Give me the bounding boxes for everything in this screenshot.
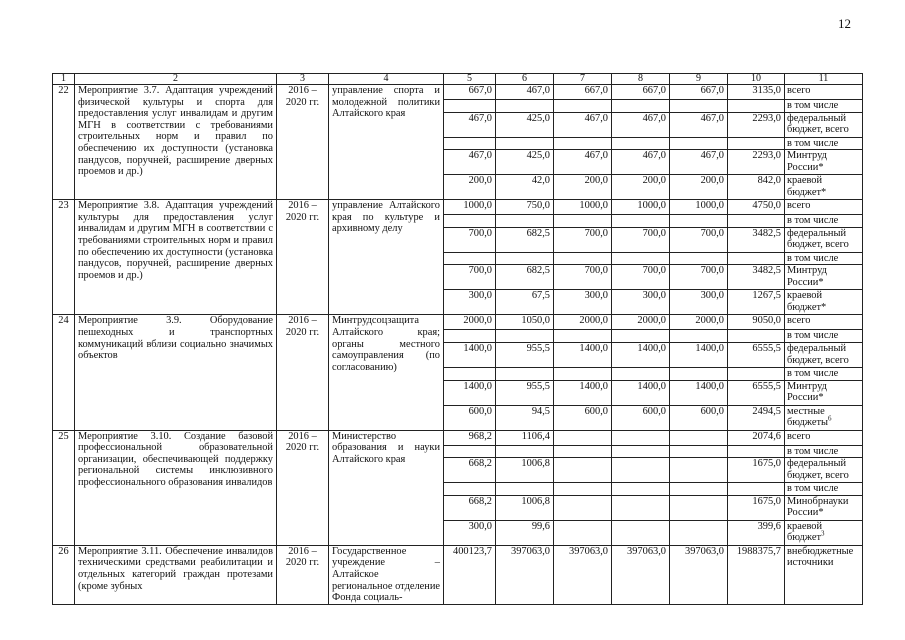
amount-cell: 94,5 [496,405,554,430]
column-number-cell: 1 [53,74,75,85]
amount-cell [728,445,785,458]
amount-cell: 4750,0 [728,200,785,215]
measure-description: Мероприятие 3.11. Обеспечение инвалидов техническими средствами реабилитации и отдельных категорий граждан протезами (кроме зубных [75,545,277,604]
funding-source [785,265,863,290]
amount-cell [612,137,670,150]
funding-source [785,458,863,483]
amount-cell [554,137,612,150]
funding-source-label: в том числе [787,330,839,342]
measure-description: Мероприятие 3.7. Адаптация учреждений физической культуры и спорта для предоставления услуг инвалидам и другим МГН в соответствии с требованиями строительных норм и правил по обеспечению их доступности (установка пандусов, поручней, расширение дверных проемов и др.) [75,85,277,200]
funding-source [785,112,863,137]
amount-cell [444,252,496,265]
amount-cell: 1400,0 [670,380,728,405]
funding-source [785,342,863,367]
amount-cell: 600,0 [554,405,612,430]
amount-cell: 1400,0 [444,342,496,367]
executor: управление спорта и молодежной политики Алтайского края [329,85,444,200]
amount-cell: 667,0 [554,85,612,100]
amount-cell: 2000,0 [554,315,612,330]
amount-cell: 700,0 [612,265,670,290]
amount-cell: 668,2 [444,458,496,483]
funding-source [785,405,863,430]
table-row [53,315,863,330]
amount-cell [612,458,670,483]
amount-cell: 1675,0 [728,495,785,520]
amount-cell [496,137,554,150]
amount-cell: 467,0 [554,112,612,137]
amount-cell: 1267,5 [728,290,785,315]
row-number: 23 [53,200,75,315]
amount-cell [496,367,554,380]
funding-source-label: в том числе [787,137,839,149]
amount-cell [444,100,496,113]
funding-source-label: в том числе [787,215,839,227]
amount-cell: 300,0 [670,290,728,315]
amount-cell [554,100,612,113]
amount-cell: 1400,0 [612,380,670,405]
table-row [53,200,863,215]
page-number: 12 [838,16,851,31]
funding-source [785,100,863,113]
funding-source-label: всего [787,85,811,96]
amount-cell [612,483,670,496]
amount-cell [496,330,554,343]
amount-cell: 600,0 [444,405,496,430]
amount-cell [670,367,728,380]
funding-source-label: федеральный бюджет, всего [787,227,849,251]
amount-cell: 700,0 [554,265,612,290]
amount-cell: 200,0 [554,175,612,200]
funding-source [785,520,863,545]
amount-cell: 1006,8 [496,458,554,483]
amount-cell: 1000,0 [670,200,728,215]
amount-cell [670,458,728,483]
executor: Минтрудсоцзащита Алтайского края; органы местного самоуправления (по согласованию) [329,315,444,430]
amount-cell [554,430,612,445]
amount-cell: 3482,5 [728,227,785,252]
amount-cell: 2293,0 [728,112,785,137]
amount-cell: 600,0 [612,405,670,430]
row-number: 25 [53,430,75,545]
column-number-row [53,74,863,85]
amount-cell: 955,5 [496,380,554,405]
period: 2016 – 2020 гг. [277,315,329,430]
funding-source [785,430,863,445]
amount-cell [496,483,554,496]
amount-cell: 9050,0 [728,315,785,330]
amount-cell [554,520,612,545]
amount-cell [444,367,496,380]
table-row [53,85,863,100]
program-table [52,73,863,605]
column-number-cell: 10 [728,74,785,85]
amount-cell: 968,2 [444,430,496,445]
amount-cell [670,430,728,445]
amount-cell: 397063,0 [554,545,612,604]
funding-source [785,315,863,330]
column-number-cell: 4 [329,74,444,85]
amount-cell: 2000,0 [612,315,670,330]
measure-description: Мероприятие 3.9. Оборудование пешеходных и транспортных коммуникаций вблизи социально значимых объектов [75,315,277,430]
amount-cell: 400123,7 [444,545,496,604]
amount-cell: 682,5 [496,227,554,252]
amount-cell: 1988375,7 [728,545,785,604]
amount-cell: 955,5 [496,342,554,367]
amount-cell [496,215,554,228]
amount-cell [728,483,785,496]
funding-source [785,200,863,215]
measure-description: Мероприятие 3.8. Адаптация учреждений культуры для предоставления услуг инвалидам и другим МГН в соответствии с требованиями строительных норм и правил по обеспечению их доступности (установка пандусов, поручней, расширение дверных проемов и др.) [75,200,277,315]
funding-source-label: местные бюджеты [787,405,828,429]
executor: Министерство образования и науки Алтайского края [329,430,444,545]
funding-source [785,137,863,150]
amount-cell: 99,6 [496,520,554,545]
amount-cell: 397063,0 [612,545,670,604]
table-row [53,545,863,604]
amount-cell: 2000,0 [670,315,728,330]
amount-cell [670,445,728,458]
amount-cell [444,137,496,150]
amount-cell: 667,0 [612,85,670,100]
amount-cell [444,445,496,458]
amount-cell: 200,0 [612,175,670,200]
amount-cell: 1106,4 [496,430,554,445]
amount-cell: 700,0 [670,227,728,252]
amount-cell: 667,0 [444,85,496,100]
amount-cell: 1400,0 [554,380,612,405]
row-number: 22 [53,85,75,200]
amount-cell [554,458,612,483]
amount-cell [554,445,612,458]
amount-cell: 300,0 [612,290,670,315]
amount-cell: 467,0 [496,85,554,100]
table-row [53,430,863,445]
amount-cell: 3135,0 [728,85,785,100]
amount-cell [728,252,785,265]
amount-cell: 700,0 [554,227,612,252]
funding-source-label: всего [787,200,811,212]
funding-source-label: Минтруд России* [787,150,827,173]
amount-cell: 399,6 [728,520,785,545]
amount-cell [670,137,728,150]
amount-cell [728,367,785,380]
amount-cell: 2074,6 [728,430,785,445]
funding-source [785,290,863,315]
amount-cell [612,430,670,445]
amount-cell: 2293,0 [728,150,785,175]
column-number-cell: 8 [612,74,670,85]
funding-source [785,85,863,100]
amount-cell [612,252,670,265]
column-number-cell: 7 [554,74,612,85]
funding-source-label: в том числе [787,252,839,264]
funding-source-label: в том числе [787,445,839,457]
funding-source-label: всего [787,315,811,327]
table-body [53,85,863,605]
amount-cell: 2000,0 [444,315,496,330]
funding-source [785,483,863,496]
column-number-cell: 11 [785,74,863,85]
measure-description: Мероприятие 3.10. Создание базовой профессиональной образовательной организации, обеспечивающей поддержку региональной системы инклюзивного профессионального образования инвалидов [75,430,277,545]
amount-cell: 467,0 [670,112,728,137]
amount-cell: 397063,0 [496,545,554,604]
amount-cell: 6555,5 [728,342,785,367]
period: 2016 – 2020 гг. [277,545,329,604]
amount-cell: 467,0 [612,150,670,175]
funding-source [785,495,863,520]
funding-source-label: всего [787,430,811,442]
funding-source-label: краевой бюджет* [787,175,827,198]
column-number-cell: 2 [75,74,277,85]
amount-cell [612,215,670,228]
funding-source [785,545,863,604]
amount-cell: 425,0 [496,150,554,175]
amount-cell [444,330,496,343]
funding-source-label: краевой бюджет [787,520,823,544]
amount-cell: 67,5 [496,290,554,315]
funding-source [785,367,863,380]
funding-source [785,150,863,175]
amount-cell: 700,0 [670,265,728,290]
funding-source [785,252,863,265]
funding-source [785,175,863,200]
funding-source [785,215,863,228]
amount-cell: 700,0 [612,227,670,252]
amount-cell [612,495,670,520]
amount-cell: 1400,0 [444,380,496,405]
executor: управление Алтайского края по культуре и архивному делу [329,200,444,315]
amount-cell: 1400,0 [554,342,612,367]
amount-cell [612,330,670,343]
footnote-mark: 6 [827,414,832,423]
period: 2016 – 2020 гг. [277,200,329,315]
funding-source [785,380,863,405]
amount-cell: 1050,0 [496,315,554,330]
funding-source [785,445,863,458]
amount-cell: 1400,0 [670,342,728,367]
amount-cell [612,367,670,380]
amount-cell [444,215,496,228]
amount-cell [728,137,785,150]
amount-cell [728,100,785,113]
amount-cell [728,215,785,228]
funding-source-label: внебюджетные источники [787,545,854,569]
amount-cell: 3482,5 [728,265,785,290]
amount-cell: 1006,8 [496,495,554,520]
amount-cell [554,367,612,380]
amount-cell: 300,0 [554,290,612,315]
amount-cell: 2494,5 [728,405,785,430]
funding-source-label: федеральный бюджет, всего [787,112,849,136]
funding-source-label: в том числе [787,367,839,379]
amount-cell [670,330,728,343]
amount-cell: 397063,0 [670,545,728,604]
amount-cell: 682,5 [496,265,554,290]
amount-cell [554,252,612,265]
amount-cell: 1675,0 [728,458,785,483]
amount-cell: 467,0 [612,112,670,137]
amount-cell: 6555,5 [728,380,785,405]
amount-cell [496,445,554,458]
footnote-mark: 3 [821,529,825,538]
amount-cell: 467,0 [670,150,728,175]
amount-cell: 467,0 [444,112,496,137]
amount-cell [670,483,728,496]
amount-cell: 700,0 [444,227,496,252]
amount-cell [670,520,728,545]
amount-cell [496,252,554,265]
period: 2016 – 2020 гг. [277,430,329,545]
funding-source [785,330,863,343]
funding-source-label: Минтруд России* [787,265,827,288]
amount-cell: 200,0 [670,175,728,200]
funding-source-label: в том числе [787,100,839,111]
amount-cell: 42,0 [496,175,554,200]
amount-cell [728,330,785,343]
column-number-cell: 6 [496,74,554,85]
amount-cell [670,100,728,113]
funding-source-label: федеральный бюджет, всего [787,342,849,366]
period: 2016 – 2020 гг. [277,85,329,200]
amount-cell [612,520,670,545]
amount-cell: 750,0 [496,200,554,215]
amount-cell [670,215,728,228]
executor: Государственное учреждение – Алтайское региональное отделение Фонда социаль- [329,545,444,604]
row-number: 26 [53,545,75,604]
amount-cell: 700,0 [444,265,496,290]
column-number-cell: 3 [277,74,329,85]
amount-cell [670,495,728,520]
amount-cell: 425,0 [496,112,554,137]
amount-cell [554,330,612,343]
funding-source-label: Минтруд России* [787,380,827,404]
amount-cell: 600,0 [670,405,728,430]
funding-source-label: Минобрнауки России* [787,495,849,519]
amount-cell: 668,2 [444,495,496,520]
amount-cell [612,100,670,113]
amount-cell [444,483,496,496]
amount-cell: 667,0 [670,85,728,100]
amount-cell: 300,0 [444,290,496,315]
amount-cell [670,252,728,265]
column-number-cell: 9 [670,74,728,85]
amount-cell [554,495,612,520]
column-number-cell: 5 [444,74,496,85]
amount-cell: 1000,0 [444,200,496,215]
amount-cell: 300,0 [444,520,496,545]
amount-cell [554,483,612,496]
amount-cell [612,445,670,458]
funding-source-label: федеральный бюджет, всего [787,458,849,481]
amount-cell: 467,0 [554,150,612,175]
amount-cell: 1400,0 [612,342,670,367]
amount-cell: 1000,0 [612,200,670,215]
funding-source-label: краевой бюджет* [787,290,827,313]
amount-cell [496,100,554,113]
funding-source [785,227,863,252]
amount-cell: 200,0 [444,175,496,200]
amount-cell: 1000,0 [554,200,612,215]
amount-cell: 842,0 [728,175,785,200]
amount-cell [554,215,612,228]
row-number: 24 [53,315,75,430]
funding-source-label: в том числе [787,483,839,495]
amount-cell: 467,0 [444,150,496,175]
